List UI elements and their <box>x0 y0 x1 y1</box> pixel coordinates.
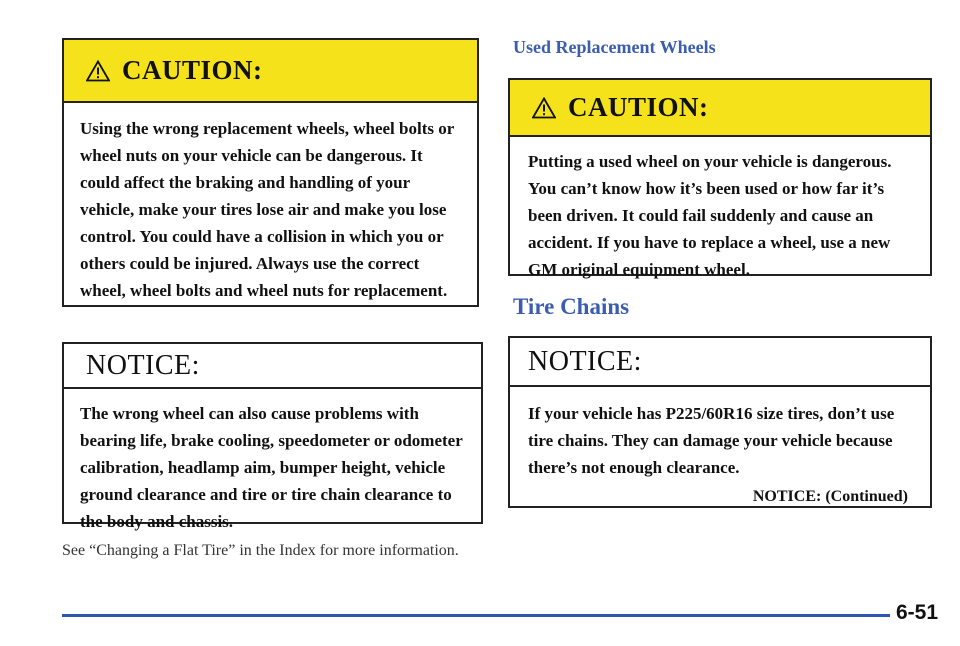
page-number: 6-51 <box>896 601 939 624</box>
see-also-note: See “Changing a Flat Tire” in the Index for more information. <box>62 542 459 559</box>
notice-title: NOTICE: <box>528 345 642 377</box>
notice-header <box>64 344 481 389</box>
notice-box-tire-chains <box>508 336 932 508</box>
caution-header <box>64 40 477 103</box>
caution-box-wrong-wheels <box>62 38 479 307</box>
caution-text: Using the wrong replacement wheels, wheel bolts or wheel nuts on your vehicle can be dangerous. It could affect the braking and handling of your vehicle, make your tires lose air and make you lose control. You could have a collision in which you or others could be injured. Always use the correct wheel, wheel bolts and wheel nuts for replacement. <box>80 119 454 300</box>
notice-text <box>510 387 930 510</box>
caution-box-used-wheel <box>508 78 932 279</box>
caution-title: CAUTION: <box>568 92 709 122</box>
notice-text: The wrong wheel can also cause problems with bearing life, brake cooling, speedometer or odometer calibration, headlamp aim, bumper height, vehicle ground clearance and tire or tire chain clearance to the body and chassis. <box>80 404 463 531</box>
notice-title: NOTICE: <box>86 349 200 381</box>
warning-triangle-icon <box>532 97 556 119</box>
warning-triangle-icon <box>86 60 110 82</box>
notice-continued-label: NOTICE: (Continued) <box>752 488 908 505</box>
notice-box-wrong-wheel-problems <box>62 342 483 531</box>
notice-header <box>510 338 930 387</box>
section-title-tire-chains: Tire Chains <box>513 294 630 319</box>
notice-paragraph: If your vehicle has P225/60R16 size tires, don’t use tire chains. They can damage your vehicle because there’s not enough clearance. <box>528 404 895 477</box>
caution-text: Putting a used wheel on your vehicle is dangerous. You can’t know how it’s been used or how far it’s been driven. It could fail suddenly and cause an accident. If you have to replace a wheel, use a new GM original equipment wheel. <box>528 152 892 279</box>
footer-rule <box>62 614 890 617</box>
caution-header <box>510 80 930 137</box>
section-title-used-replacement-wheels: Used Replacement Wheels <box>513 37 716 57</box>
caution-title: CAUTION: <box>122 55 263 85</box>
